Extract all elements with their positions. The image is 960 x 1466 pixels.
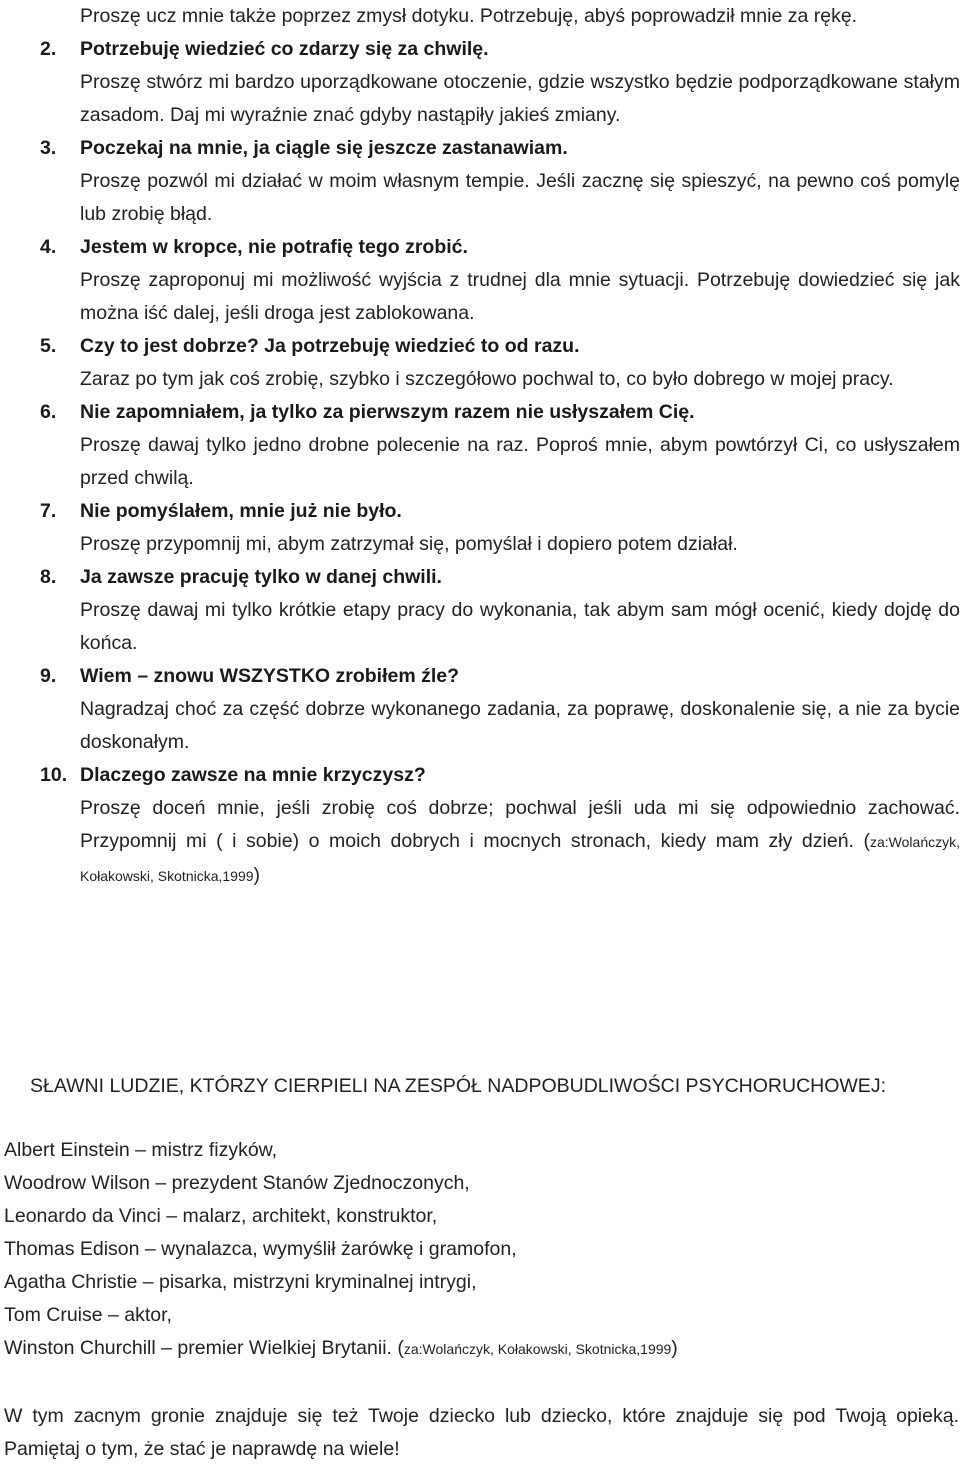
famous-person-last [4, 1332, 954, 1366]
famous-person: Woodrow Wilson – prezydent Stanów Zjednoczonych, [4, 1172, 470, 1194]
item-number: 8. [40, 566, 57, 588]
item-body-text: Proszę doceń mnie, jeśli zrobię coś dobrze; pochwal jeśli uda mi się odpowiednio zachować. Przypomnij mi ( i sobie) o moich dobrych i mocnych stronach, kiedy mam zły dzień. [80, 797, 960, 852]
famous-person: Agatha Christie – pisarka, mistrzyni kryminalnej intrygi, [4, 1271, 477, 1293]
item-number: 3. [40, 137, 57, 159]
list-item-6-heading [40, 396, 960, 429]
famous-person: Albert Einstein – mistrz fizyków, [4, 1139, 278, 1161]
item-body: Proszę dawaj tylko jedno drobne polecenie na raz. Poproś mnie, abym powtórzył Ci, co usłyszałem przed chwilą. [80, 434, 960, 489]
source-close-paren: ) [253, 864, 261, 886]
source-open-paren: ( [397, 1337, 404, 1359]
item-body: Zaraz po tym jak coś zrobię, szybko i szczegółowo pochwal to, co było dobrego w mojej pracy. [80, 368, 894, 390]
item-heading: Nie pomyślałem, mnie już nie było. [80, 500, 402, 522]
list-item-3-heading [40, 132, 960, 165]
item-body-with-source [40, 792, 960, 893]
item-body: Proszę dawaj mi tylko krótkie etapy pracy do wykonania, tak abym sam mógł ocenić, kiedy dojdę do końca. [80, 599, 960, 654]
list-item-10-heading [40, 759, 960, 792]
item-number: 5. [40, 335, 57, 357]
item-heading: Dlaczego zawsze na mnie krzyczysz? [80, 764, 426, 786]
list-item-2-heading [40, 33, 960, 66]
item-heading: Ja zawsze pracuję tylko w danej chwili. [80, 566, 442, 588]
item-number: 9. [40, 665, 57, 687]
item-heading: Potrzebuję wiedzieć co zdarzy się za chwilę. [80, 38, 489, 60]
item-body: Proszę pozwól mi działać w moim własnym tempie. Jeśli zacznę się spieszyć, na pewno coś pomylę lub zrobię błąd. [80, 170, 960, 225]
list-item-5-heading [40, 330, 960, 363]
list-item-4-heading [40, 231, 960, 264]
famous-person: Leonardo da Vinci – malarz, architekt, konstruktor, [4, 1205, 438, 1227]
item-heading: Wiem – znowu WSZYSTKO zrobiłem źle? [80, 665, 460, 687]
item-number: 2. [40, 38, 57, 60]
item-number: 10. [40, 764, 68, 786]
famous-person: Tom Cruise – aktor, [4, 1304, 172, 1326]
item-body: Proszę przypomnij mi, abym zatrzymał się, pomyślał i dopiero potem działał. [80, 533, 738, 555]
list-item-8-heading [40, 561, 960, 594]
item-body: Nagradzaj choć za część dobrze wykonanego zadania, za poprawę, doskonalenie się, a nie za bycie doskonałym. [80, 698, 960, 753]
intro-paragraph: Proszę ucz mnie także poprzez zmysł dotyku. Potrzebuję, abyś poprowadził mnie za rękę. [80, 5, 858, 27]
item-body: Proszę stwórz mi bardzo uporządkowane otoczenie, gdzie wszystko będzie podporządkowane stałym zasadom. Daj mi wyraźnie znać gdyby nastąpiły jakieś zmiany. [80, 71, 960, 126]
famous-person: Thomas Edison – wynalazca, wymyślił żarówkę i gramofon, [4, 1238, 517, 1260]
famous-person-text: Winston Churchill – premier Wielkiej Brytanii. [4, 1337, 398, 1359]
item-heading: Poczekaj na mnie, ja ciągle się jeszcze zastanawiam. [80, 137, 568, 159]
source-citation: za:Wolańczyk, Kołakowski, Skotnicka,1999 [403, 1341, 672, 1357]
item-heading: Czy to jest dobrze? Ja potrzebuję wiedzieć to od razu. [80, 335, 580, 357]
famous-people-list [4, 1134, 954, 1366]
numbered-list [40, 0, 960, 893]
source-citation: za:Wolańczyk, Kołakowski, Skotnicka,1999 [80, 834, 960, 884]
item-body: Proszę zaproponuj mi możliwość wyjścia z trudnej dla mnie sytuacji. Potrzebuję dowiedzieć się jak można iść dalej, jeśli droga jest zablokowana. [80, 269, 960, 324]
list-item-7-heading [40, 495, 960, 528]
list-item-9-heading [40, 660, 960, 693]
source-open-paren: ( [863, 830, 870, 852]
closing-paragraph: W tym zacnym gronie znajduje się też Twoje dziecko lub dziecko, które znajduje się pod Twoją opieką. Pamiętaj o tym, że stać je naprawdę na wiele! [4, 1405, 959, 1460]
item-heading: Jestem w kropce, nie potrafię tego zrobić. [80, 236, 468, 258]
famous-people-heading: SŁAWNI LUDZIE, KTÓRZY CIERPIELI NA ZESPÓŁ NADPOBUDLIWOŚCI PSYCHORUCHOWEJ: [30, 1075, 886, 1097]
item-number: 6. [40, 401, 57, 423]
source-close-paren: ) [671, 1337, 678, 1359]
item-number: 7. [40, 500, 57, 522]
item-heading: Nie zapomniałem, ja tylko za pierwszym razem nie usłyszałem Cię. [80, 401, 695, 423]
item-number: 4. [40, 236, 57, 258]
